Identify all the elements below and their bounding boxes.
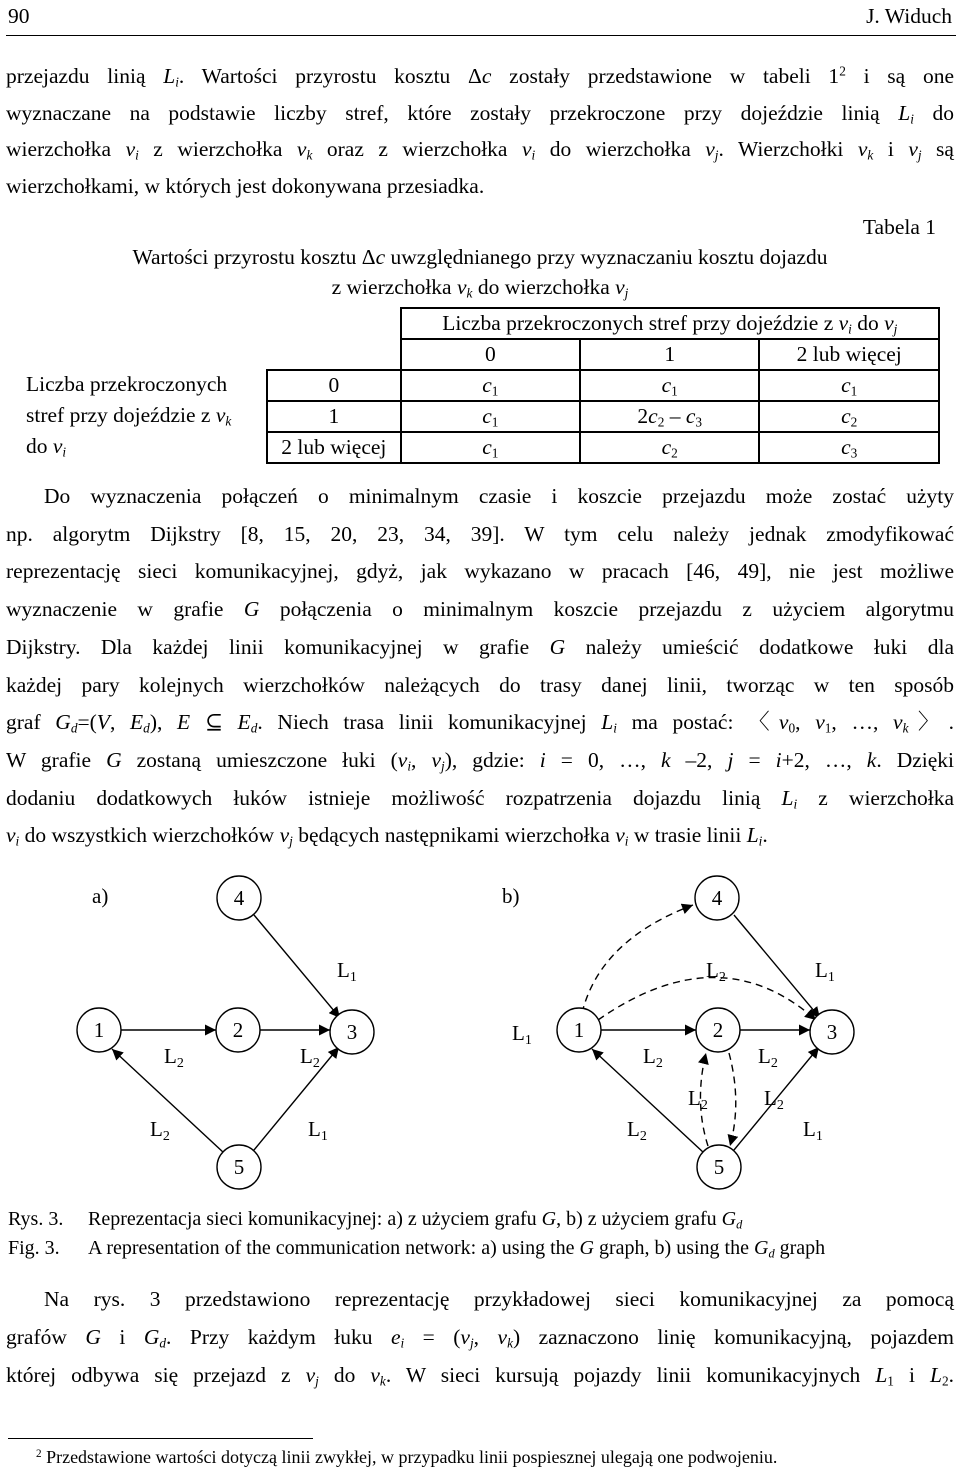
node-a-5-label: 5	[233, 1155, 245, 1179]
node-a-1-label: 1	[93, 1018, 105, 1042]
table-cell: $2c_2 - c_3$	[580, 401, 759, 432]
para2-line-4: wyznaczenie w grafie G połączenia o minimalnym koszcie przejazdu z użyciem algorytmu	[6, 597, 954, 622]
edge-b-label: L1	[803, 1117, 823, 1144]
table-cell: $c_1$	[401, 370, 580, 401]
edge-b-4-3	[734, 915, 820, 1018]
footnote-rule	[8, 1438, 313, 1439]
para2-line-2: np. algorytm Dijkstry [8, 15, 20, 23, 34, 39]. W tym celu należy jednak zmodyfikować	[6, 521, 954, 546]
para1-line-4: wierzchołkami, w których jest dokonywana przesiadka.	[6, 173, 485, 198]
node-b-2-label: 2	[712, 1018, 724, 1042]
edge-a-label: L1	[308, 1117, 328, 1144]
table-row-stub-label: Liczba przekroczonych stref przy dojeździe z $v_k$ do $v_i$	[26, 372, 232, 460]
node-a-3-label: 3	[346, 1020, 358, 1044]
para2-line-9: dodaniu dodatkowych łuków istnieje możliwość rozpatrzenia dojazdu linią $L_i$ z wierzchołka	[6, 785, 954, 812]
edge-b-label: L2	[627, 1117, 647, 1144]
edge-b-label: L2	[706, 958, 726, 985]
table-row-header: 0	[267, 370, 401, 401]
page-number: 90	[8, 4, 30, 28]
node-a-4-label: 4	[233, 886, 245, 910]
table-col-header: 1	[580, 339, 759, 370]
node-a-2-label: 2	[232, 1018, 244, 1042]
para3-line-3: której odbywa się przejazd z $v_j$ do $v_k$. W sieci kursują pojazdy linii komunikacyjnych $L_1$ i $L_2$.	[6, 1363, 954, 1389]
table-col-header: 2 lub więcej	[759, 339, 939, 370]
cost-increment-table	[266, 307, 940, 464]
paragraph-3	[6, 1280, 954, 1394]
node-b-1-label: 1	[573, 1018, 585, 1042]
edge-a-label: L2	[150, 1117, 170, 1144]
table-row	[267, 401, 939, 432]
table-cell: $c_1$	[759, 370, 939, 401]
table-title-line-1: Wartości przyrostu kosztu Δc uwzględnianego przy wyznaczaniu kosztu dojazdu	[132, 245, 828, 269]
paragraph-1	[6, 58, 954, 204]
edge-b-1-4-dashed	[582, 905, 693, 1013]
edge-b-2-5-dashed	[729, 1053, 736, 1146]
table-col-header: 0	[401, 339, 580, 370]
para2-line-6: każdej pary kolejnych wierzchołków należących do trasy danej linii, tworząc w ten sposób	[6, 672, 954, 697]
edge-b-label: L2	[643, 1044, 663, 1071]
table-cell: $c_2$	[580, 432, 759, 463]
table-row	[267, 432, 939, 463]
table-row-header: 2 lub więcej	[267, 432, 401, 463]
edge-b-label: L2	[758, 1044, 778, 1071]
para2-line-5: Dijkstry. Dla każdej linii komunikacyjnej w grafie G należy umieścić dodatkowe łuki dla	[6, 634, 954, 659]
edge-a-label: L2	[300, 1044, 320, 1071]
figure-caption-en: Fig. 3. A representation of the communication network: a) using the G graph, b) using the $G_d$ graph	[8, 1237, 826, 1261]
para3-line-1: Na rys. 3 przedstawiono reprezentację przykładowej sieci komunikacyjnej za pomocą	[44, 1287, 954, 1311]
edge-a-4-3	[254, 915, 340, 1018]
para3-line-2: grafów G i $G_d$. Przy każdym łuku $e_i = (v_j$, $v_k$) zaznaczono linię komunikacyjną, pojazdem	[6, 1325, 954, 1351]
header-rule	[6, 35, 956, 36]
para1-line-2: wyznaczane na podstawie liczby stref, które zostały przekroczone przy dojeździe linią $L_i$ do	[6, 100, 954, 127]
edge-a-label: L2	[164, 1044, 184, 1071]
table-row-header: 1	[267, 401, 401, 432]
node-b-5-label: 5	[713, 1155, 725, 1179]
figure-3-graphs	[0, 870, 960, 1200]
footnote	[36, 1446, 777, 1468]
para2-line-7: graf $G_d=(V$, $E_d$), E ⊆ $E_d$. Niech trasa linii komunikacyjnej $L_i$ ma postać: 〈$v_0$, $v_1$, …, $v_k$〉.	[6, 710, 955, 736]
edge-a-label: L1	[337, 958, 357, 985]
para2-line-8: W grafie G zostaną umieszczone łuki ($v_i$, $v_j$), gdzie: i = 0, …, k –2, j = i+2, …, k. Dzięki	[6, 747, 955, 774]
table-header-group-row	[267, 308, 939, 339]
table-cell: $c_1$	[580, 370, 759, 401]
table-column-group-header: Liczba przekroczonych stref przy dojeździe z $v_i$ do $v_j$	[401, 308, 939, 339]
footnote-text: Przedstawione wartości dotyczą linii zwykłej, w przypadku linii pospiesznej ulegają one podwojeniu.	[46, 1447, 778, 1467]
panel-b-label: b)	[502, 884, 520, 908]
figure-caption-pl: Rys. 3. Reprezentacja sieci komunikacyjnej: a) z użyciem grafu G, b) z użyciem grafu $G_d$	[8, 1208, 743, 1232]
table-cell: $c_3$	[759, 432, 939, 463]
table-title	[0, 242, 960, 302]
paragraph-2	[6, 478, 954, 855]
running-head-author: J. Widuch	[866, 4, 952, 28]
panel-a-label: a)	[92, 884, 109, 908]
table-label: Tabela 1	[862, 215, 936, 239]
node-b-3-label: 3	[826, 1020, 838, 1044]
table-cell: $c_1$	[401, 401, 580, 432]
para1-line-1: przejazdu linią $L_i$. Wartości przyrostu kosztu Δc zostały przedstawione w tabeli $1^2$ i są one	[6, 63, 954, 90]
footnote-mark: 2	[36, 1447, 42, 1460]
node-b-4-label: 4	[711, 886, 723, 910]
para2-line-3: reprezentację sieci komunikacyjnej, gdyż, jak wykazano w pracach [46, 49], nie jest możliwe	[6, 559, 954, 584]
edge-b-label: L1	[815, 958, 835, 985]
edge-b-label: L2	[688, 1086, 708, 1113]
edge-b-label: L1	[512, 1021, 532, 1048]
table-header-row	[267, 339, 939, 370]
table-cell: $c_2$	[759, 401, 939, 432]
para1-line-3: wierzchołka $v_i$ z wierzchołka $v_k$ oraz z wierzchołka $v_i$ do wierzchołka $v_j$. Wierzchołki $v_k$ i $v_j$ są	[6, 137, 954, 163]
para2-line-10: $v_i$ do wszystkich wierzchołków $v_j$ będących następnikami wierzchołka $v_i$ w trasie linii $L_i$.	[6, 823, 768, 850]
table-row	[267, 370, 939, 401]
table-cell: $c_1$	[401, 432, 580, 463]
table-title-line-2: z wierzchołka $v_k$ do wierzchołka $v_j$	[331, 275, 629, 301]
para2-line-1: Do wyznaczenia połączeń o minimalnym czasie i koszcie przejazdu może zostać użyty	[44, 484, 954, 508]
edge-b-label: L2	[764, 1086, 784, 1113]
